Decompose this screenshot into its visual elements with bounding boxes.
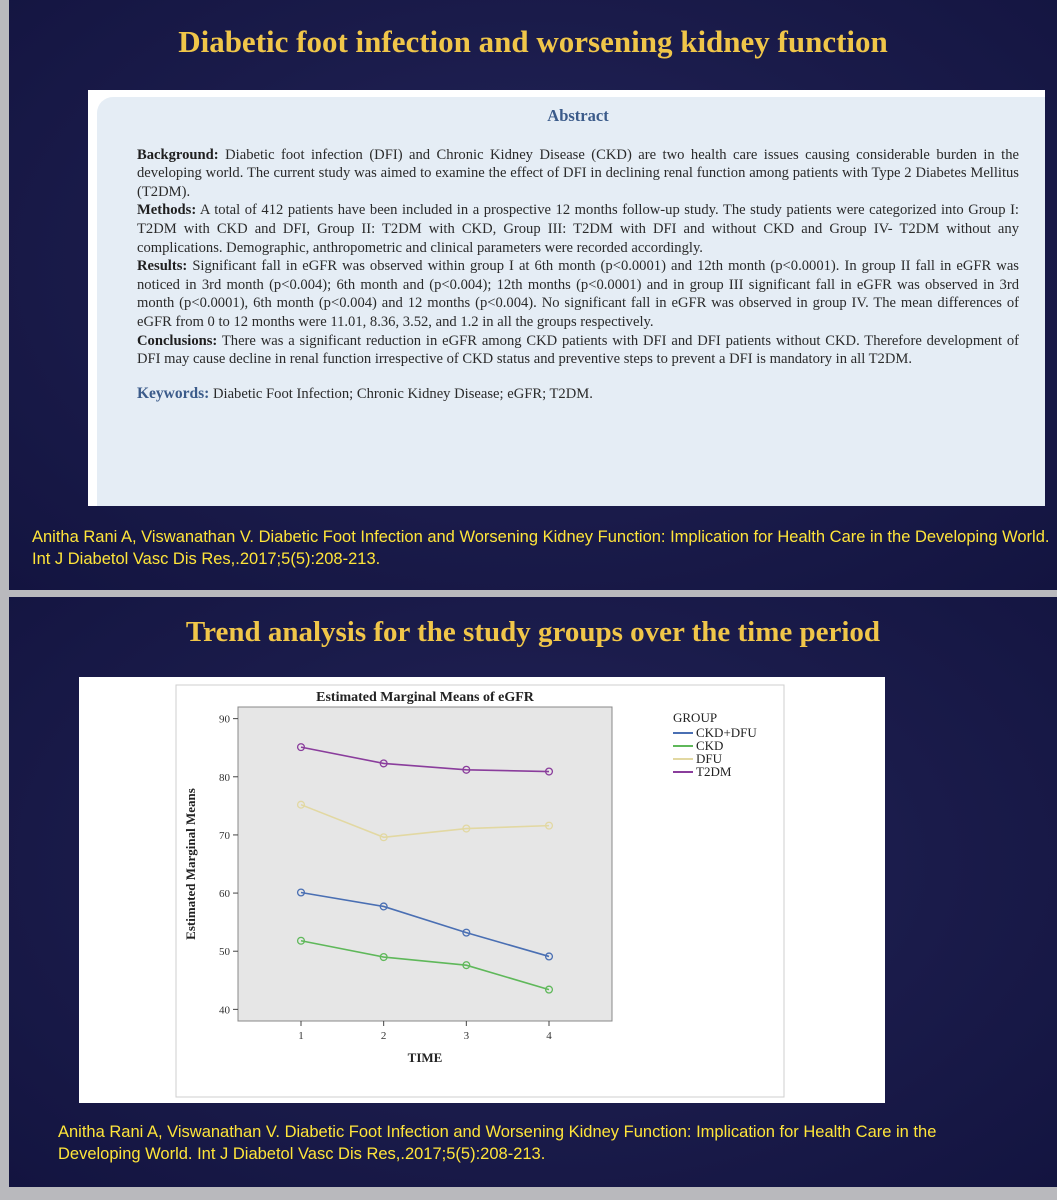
abstract-inner (97, 97, 1045, 506)
slide-title: Trend analysis for the study groups over the time period (185, 616, 881, 648)
background-text: Diabetic foot infection (DFI) and Chronic Kidney Disease (CKD) are two health care issues causing considerable burden in the developing world. The current study was aimed to examine the effect of DFI in declining renal function among patients with Type 2 Diabetes Mellitus (T2DM). (137, 146, 1019, 200)
results-text: Significant fall in eGFR was observed within group I at 6th month (p<0.0001) and 12th month (p<0.0001). In group II fall in eGFR was noticed in 3rd month (p<0.004); 6th month and (p<0.004); 12th months (p<0.0001) and in group III significant fall in eGFR was observed in 3rd month (p<0.0001), 6th month (p<0.004) and 12 months (p<0.004). No significant fall in eGFR was observed in group IV. The mean differences of eGFR from 0 to 12 months were 11.01, 8.36, 3.52, and 1.2 in all the groups respectively. (137, 258, 1019, 330)
chart-title: Estimated Marginal Means of eGFR (316, 690, 534, 705)
plot-area (238, 707, 612, 1021)
x-axis (298, 1021, 552, 1042)
slide-trend-analysis (9, 597, 1057, 1187)
y-axis-label: Estimated Marginal Means (183, 788, 198, 940)
legend-label: T2DM (696, 764, 732, 779)
x-axis-label: TIME (407, 1050, 443, 1065)
y-tick-label: 70 (219, 829, 230, 842)
conclusions-text: There was a significant reduction in eGFR among CKD patients with DFI and DFI patients without CKD. Therefore development of DFI may cause decline in renal function irrespective of CKD status and preventive steps to prevent a DFI is mandatory in all T2DM. (137, 332, 1019, 368)
keywords-text: Diabetic Foot Infection; Chronic Kidney Disease; eGFR; T2DM. (209, 385, 593, 402)
y-tick-label: 90 (219, 713, 230, 726)
legend-label: DFU (696, 751, 723, 766)
citation: Anitha Rani A, Viswanathan V. Diabetic Foot Infection and Worsening Kidney Function: Implication for Health Care in the Developing World. Int J Diabetol Vasc Dis Res,.2017;5(5):208-213. (58, 1123, 937, 1163)
abstract-keywords (137, 385, 1019, 404)
legend-title: GROUP (673, 710, 718, 725)
legend (673, 710, 757, 779)
results-label: Results: (137, 258, 188, 275)
x-tick-label: 1 (298, 1030, 304, 1042)
abstract-background (137, 146, 1019, 202)
abstract-results (137, 257, 1019, 331)
egfr-line-chart (79, 677, 885, 1103)
x-tick-label: 3 (463, 1030, 470, 1042)
keywords-label: Keywords: (137, 384, 210, 402)
abstract-panel (88, 90, 1045, 506)
chart-panel (79, 677, 885, 1103)
y-tick-label: 80 (219, 771, 230, 784)
legend-label: CKD (696, 738, 724, 753)
y-tick-label: 40 (219, 1004, 230, 1017)
abstract-conclusions (137, 332, 1019, 369)
conclusions-label: Conclusions: (137, 332, 218, 349)
citation: Anitha Rani A, Viswanathan V. Diabetic Foot Infection and Worsening Kidney Function: Implication for Health Care in the Developing World. Int J Diabetol Vasc Dis Res,.2017;5(5):208-213. (32, 528, 1050, 568)
x-tick-label: 2 (380, 1030, 387, 1042)
legend-label: CKD+DFU (696, 725, 757, 740)
abstract-heading: Abstract (547, 106, 609, 125)
y-axis (219, 714, 238, 1017)
slide-abstract (9, 0, 1057, 590)
methods-label: Methods: (137, 202, 197, 219)
x-tick-label: 4 (546, 1030, 552, 1042)
background-label: Background: (137, 146, 219, 163)
methods-text: A total of 412 patients have been included in a prospective 12 months follow-up study. The study patients were categorized into Group I: T2DM with CKD and DFI, Group II: T2DM with CKD, Group III: T2DM with DFI and without CKD and Group IV- T2DM without any complications. Demographic, anthropometric and clinical parameters were recorded accordingly. (137, 202, 1019, 256)
y-tick-label: 50 (219, 946, 230, 959)
slide-title: Diabetic foot infection and worsening kidney function (178, 24, 888, 59)
abstract-methods (137, 201, 1019, 257)
y-tick-label: 60 (219, 888, 230, 901)
